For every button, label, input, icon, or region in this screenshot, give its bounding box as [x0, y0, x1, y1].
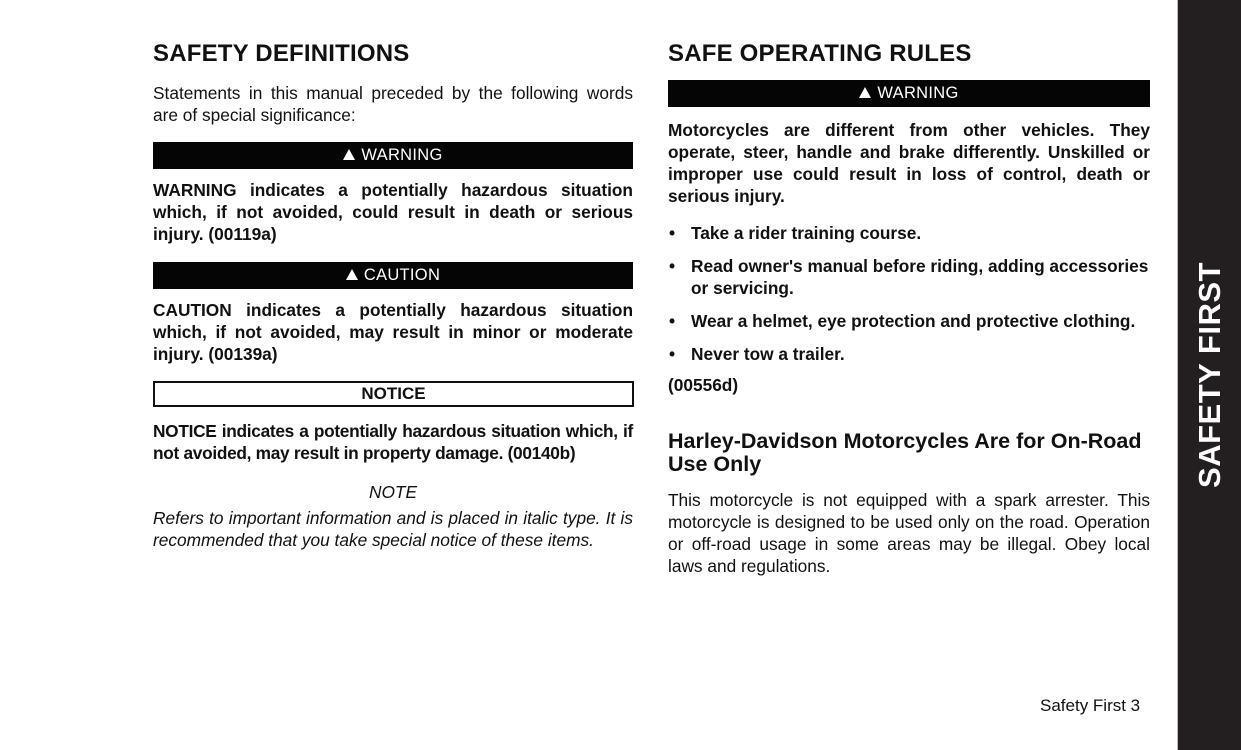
safety-rules-list	[668, 222, 1150, 376]
section-title: SAFE OPERATING RULES	[668, 40, 972, 67]
warning-text: Motorcycles are different from other vehicles. They operate, steer, handle and brake differently. Unskilled or improper use could result in loss of control, death or serious injury.	[668, 120, 1150, 206]
warning-label: WARNING	[877, 84, 959, 102]
notice-label: NOTICE	[361, 384, 426, 403]
side-section-tab	[1177, 0, 1241, 750]
warning-triangle-icon	[859, 87, 871, 98]
warning-banner	[668, 80, 1150, 107]
list-item	[668, 343, 1150, 365]
section-title: SAFETY DEFINITIONS	[153, 40, 410, 67]
warning-label: WARNING	[361, 146, 443, 164]
warning-banner	[153, 142, 633, 169]
note-heading: NOTE	[368, 482, 417, 502]
note-definition: Refers to important information and is placed in italic type. It is recommended that you take special notice of these items.	[153, 508, 633, 550]
list-item-text: Wear a helmet, eye protection and protective clothing.	[691, 311, 1136, 331]
reference-code: (00556d)	[668, 375, 739, 395]
caution-banner	[153, 262, 633, 289]
list-item-text: Read owner's manual before riding, adding accessories or servicing.	[691, 256, 1149, 298]
bullet-icon: •	[669, 223, 676, 243]
list-item-text: Take a rider training course.	[691, 223, 922, 243]
bullet-icon: •	[669, 344, 676, 364]
list-item	[668, 255, 1150, 299]
page-footer: Safety First 3	[1040, 696, 1141, 715]
warning-triangle-icon	[346, 269, 358, 280]
bullet-icon: •	[669, 256, 676, 276]
notice-definition: NOTICE indicates a potentially hazardous situation which, if not avoided, may result in property damage. (00140b)	[153, 421, 633, 463]
warning-definition: WARNING indicates a potentially hazardous situation which, if not avoided, could result in death or serious injury. (00119a)	[153, 180, 633, 244]
warning-triangle-icon	[343, 149, 355, 160]
list-item-text: Never tow a trailer.	[691, 344, 845, 364]
bullet-icon: •	[669, 311, 676, 331]
intro-paragraph: Statements in this manual preceded by the following words are of special significance:	[153, 83, 633, 125]
on-road-paragraph: This motorcycle is not equipped with a spark arrester. This motorcycle is designed to be used only on the road. Operation or off-road usage in some areas may be illegal. Obey local laws and regulations.	[668, 490, 1150, 576]
list-item	[668, 222, 1150, 244]
side-tab-label: SAFETY FIRST	[1191, 262, 1227, 488]
caution-definition: CAUTION indicates a potentially hazardous situation which, if not avoided, may result in minor or moderate injury. (00139a)	[153, 300, 633, 364]
caution-label: CAUTION	[363, 266, 441, 284]
on-road-heading: Harley-Davidson Motorcycles Are for On-Road Use Only	[668, 429, 1142, 476]
list-item	[668, 310, 1150, 332]
notice-banner	[153, 381, 634, 407]
